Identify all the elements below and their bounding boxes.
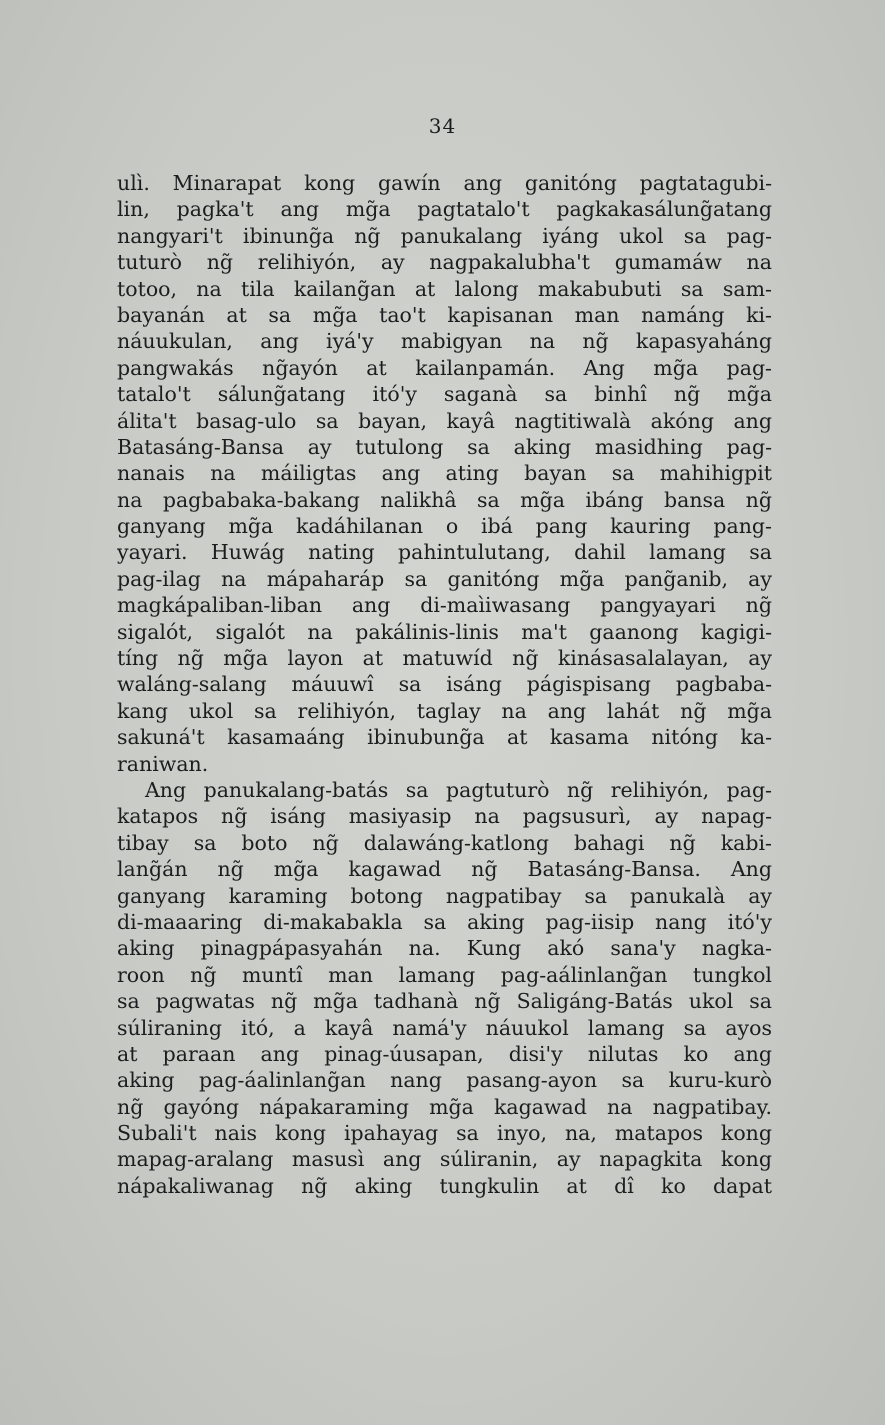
text-line: bayanán at sa mg̃a tao't kapisanan man namáng ki- (117, 302, 772, 327)
text-line: ganyang karaming botong nagpatibay sa panukalà ay (117, 883, 772, 908)
text-line: ulì. Minarapat kong gawín ang ganitóng pagtatagubi- (117, 171, 772, 195)
text-line: náuukulan, ang iyá'y mabigyan na ng̃ kapasyaháng (117, 329, 772, 354)
text-line: ganyang mg̃a kadáhilanan o ibá pang kauring pang- (117, 514, 772, 539)
paragraph (117, 777, 772, 1199)
text-line: totoo, na tila kailang̃an at lalong makabubuti sa sam- (117, 276, 772, 301)
text-line: tibay sa boto ng̃ dalawáng-katlong bahagi ng̃ kabi- (117, 830, 772, 855)
text-line: Ang panukalang-batás sa pagtuturò ng̃ relihiyón, pag- (145, 777, 772, 802)
text-line: tatalo't sálung̃atang itó'y saganà sa binhî ng̃ mg̃a (117, 382, 772, 407)
text-line: waláng-salang máuuwî sa isáng págispisang pagbaba- (117, 672, 772, 697)
text-line: katapos ng̃ isáng masiyasip na pagsusurì, ay napag- (117, 804, 772, 829)
text-line: na pagbabaka-bakang nalikhâ sa mg̃a ibáng bansa ng̃ (117, 487, 772, 512)
text-line: tuturò ng̃ relihiyón, ay nagpakalubha't gumamáw na (117, 250, 772, 275)
body-text (117, 170, 772, 1199)
text-line: nanais na máiligtas ang ating bayan sa mahihigpit (117, 461, 772, 486)
text-line: tíng ng̃ mg̃a layon at matuwíd ng̃ kinásasalalayan, ay (117, 646, 772, 671)
text-line: súliraning itó, a kayâ namá'y náuukol lamang sa ayos (117, 1015, 772, 1040)
text-line: sa pagwatas ng̃ mg̃a tadhanà ng̃ Saligáng-Batás ukol sa (117, 989, 772, 1014)
text-line: pangwakás ng̃ayón at kailanpamán. Ang mg̃a pag- (117, 355, 772, 380)
text-line: sakuná't kasamaáng ibinubung̃a at kasama nitóng ka- (117, 725, 772, 750)
text-line: nápakaliwanag ng̃ aking tungkulin at dî ko dapat (117, 1173, 772, 1198)
text-line: mapag-aralang masusì ang súliranin, ay napagkita kong (117, 1147, 772, 1172)
page-number: 34 (428, 114, 457, 138)
text-line: ng̃ gayóng nápakaraming mg̃a kagawad na nagpatibay. (117, 1094, 772, 1119)
text-line: di-maaaring di-makabakla sa aking pag-iisip nang itó'y (117, 909, 772, 934)
text-line: aking pinagpápasyahán na. Kung akó sana'y nagka- (117, 936, 772, 961)
text-line: Subali't nais kong ipahayag sa inyo, na, matapos kong (117, 1121, 772, 1146)
text-line: aking pag-áalinlang̃an nang pasang-ayon sa kuru-kurò (117, 1068, 772, 1093)
text-line: álita't basag-ulo sa bayan, kayâ nagtitiwalà akóng ang (117, 408, 772, 433)
text-line: nangyari't ibinung̃a ng̃ panukalang iyáng ukol sa pag- (117, 223, 772, 248)
text-line: sigalót, sigalót na pakálinis-linis ma't gaanong kagigi- (117, 619, 772, 644)
text-line: at paraan ang pinag-úusapan, disi'y nilutas ko ang (117, 1041, 772, 1066)
text-line: roon ng̃ muntî man lamang pag-aálinlang̃an tungkol (117, 962, 772, 987)
text-line: lin, pagka't ang mg̃a pagtatalo't pagkakasálung̃atang (117, 197, 772, 222)
paragraph (117, 170, 772, 777)
text-line: magkápaliban-liban ang di-maìiwasang pangyayari ng̃ (117, 593, 772, 618)
text-line: Batasáng-Bansa ay tutulong sa aking masidhing pag- (117, 434, 772, 459)
text-line: lang̃án ng̃ mg̃a kagawad ng̃ Batasáng-Bansa. Ang (117, 857, 772, 882)
text-line: kang ukol sa relihiyón, taglay na ang lahát ng̃ mg̃a (117, 698, 772, 723)
text-line: raniwan. (117, 751, 209, 776)
text-line: yayari. Huwág nating pahintulutang, dahil lamang sa (117, 540, 772, 565)
text-line: pag-ilag na mápaharáp sa ganitóng mg̃a pang̃anib, ay (117, 566, 772, 591)
